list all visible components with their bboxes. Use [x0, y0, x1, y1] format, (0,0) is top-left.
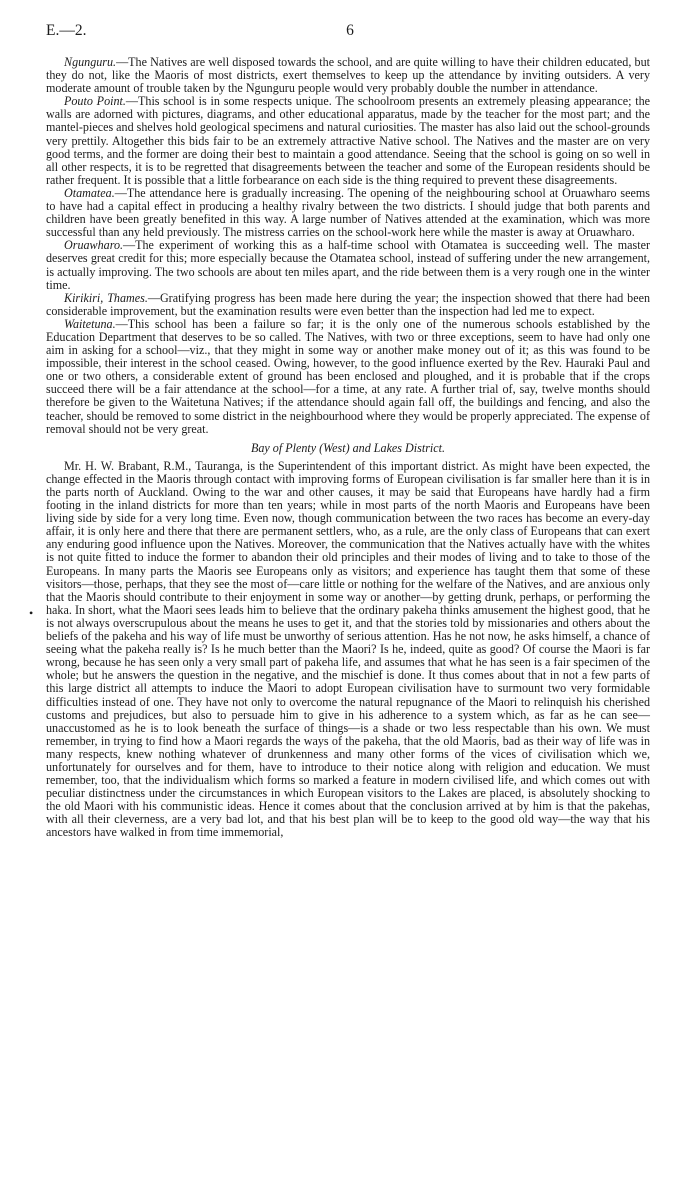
paragraph-text: —This school is in some respects unique. The schoolroom presents an extremely pleasing appearance; the walls are adorned with pictures, diagrams, and other educational apparatus, made by the teacher for the most part; and the mantel-pieces and shelves hold geological specimens and natural curiosities. The master has also laid out the school-grounds very prettily. Altogether this bids fair to be an extremely attractive Native school. The Natives and the master are on very good terms, and the former are doing their best to maintain a good attendance. Seeing that the school is going on so well in all other respects, it is to be regretted that disagreements between the teacher and some of the European residents should be rather frequent. It is possible that a little forbearance on each side is the thing required to prevent these disagreements.	[46, 94, 650, 187]
paragraph-waitetuna	[46, 318, 650, 436]
paragraph-otamatea	[46, 187, 650, 239]
running-header	[46, 22, 654, 42]
paragraph-lead: Otamatea.	[64, 185, 115, 200]
paragraph-ngunguru	[46, 56, 650, 95]
paragraph-lead: Waitetuna.	[64, 316, 116, 331]
paragraph-lead: Kirikiri, Thames.	[64, 290, 148, 305]
paragraph-lead: Pouto Point.	[64, 94, 126, 109]
section-heading: Bay of Plenty (West) and Lakes District.	[250, 440, 446, 455]
body-text	[46, 56, 650, 840]
report-reference: E.—2.	[46, 22, 87, 39]
paragraph-oruawharo	[46, 239, 650, 291]
paragraph-lead: Ngunguru.	[64, 55, 117, 69]
paragraph-text: —The experiment of working this as a half-time school with Otamatea is succeeding well. The master deserves great credit for this; more especially because the Otamatea school, instead of suffering under the new arrangement, is actually improving. The two schools are about ten miles apart, and the ride between them is a very rough one in the winter time.	[46, 238, 650, 292]
paragraph-text: —This school has been a failure so far; it is the only one of the numerous schools established by the Education Department that deserves to be so called. The Natives, with two or three exceptions, seem to have had only one aim in asking for a school—viz., that they might in some way or another make money out of it; as this was found to be impossible, their interest in the school ceased. Owing, however, to the good influence exerted by the Rev. Hauraki Paul and one or two others, a considerable extent of ground has been enclosed and ploughed, and it is probable that if the crops succeed there will be a fair attendance at the school—for a time, at any rate. A further trial of, say, twelve months should therefore be given to the Waitetuna Natives; if the attendance should again fall off, the buildings and fencing, and also the teacher, should be removed to some district in the neighbourhood where they would be properly appreciated. The expense of removal should not be very great.	[46, 316, 650, 436]
paragraph-text: —The Natives are well disposed towards the school, and are quite willing to have their children educated, but they do not, like the Maoris of most districts, exert themselves to keep up the attendance by inviting outsiders. A very moderate amount of trouble taken by the Ngunguru people would very probably double the number in attendance.	[46, 55, 650, 96]
paragraph-pouto-point	[46, 95, 650, 187]
paragraph-text: —The attendance here is gradually increasing. The opening of the neighbouring school at Oruawharo seems to have had a capital effect in producing a healthy rivalry between the two districts. I should judge that both parents and children have been greatly benefited in this way. A large number of Natives attended at the examination, which was more successful than any held previously. The mistress carries on the school-work here while the master is away at Oruawharo.	[46, 185, 650, 240]
paragraph-bay-of-plenty: Mr. H. W. Brabant, R.M., Tauranga, is the Superintendent of this important district. As might have been expected, the change effected in the Maoris through contact with improving forms of European civilisation is far smaller here than it is in the parts north of Auckland. Owing to the war and other causes, it may be said that Europeans have hardly had a firm footing in the inland districts for more than ten years; while in most parts of the north Maoris and Europeans have been living side by side for a very long time. Even now, though communication between the two races has become an every-day affair, it is only here and there that there are permanent settlers, who, as a rule, are the only class of Europeans that can exert any enduring good influence upon the Natives. Moreover, the communication that the Natives actually have with the whites is not quite fitted to induce the former to abandon their old principles and their modes of living and to take to those of the Europeans. In many parts the Maoris see Europeans only as visitors; and experience has taught them that some of these visitors—those, perhaps, that they see the most of—care little or nothing for the welfare of the Natives, and are anxious only that the Maoris should contribute to their enjoyment in some way or another—by getting drunk, perhaps, or performing the haka. In short, what the Maori sees leads him to believe that the ordinary pakeha thinks amusement the highest good, that he is not always overscrupulous about the means he uses to get it, and that the stories told by missionaries and others about the beliefs of the pakeha and his way of life must be unworthy of serious attention. Has he not now, he asks himself, a chance of seeing what the pakeha really is? Is he much better than the Maori? Is he, indeed, quite as good? Of course the Maori is far wrong, because he has seen only a very small part of pakeha life, and assumes that what he has seen is a fair specimen of the whole; but he answers the question in the negative, and the mischief is done. It thus comes about that in not a few parts of this large district all attempts to induce the Maori to adopt European civilisation have to surmount two very formidable difficulties instead of one. They have not only to overcome the natural repugnance of the Maori to relinquish his cherished customs and prejudices, but also to persuade him to give in his adherence to a system which, as far as he can see—unaccustomed as he is to look beneath the surface of things—is a shade or two less respectable than his own. We must remember, in trying to find how a Maori regards the ways of the pakeha, that the old Maoris, bad as their way of life was in many respects, knew nothing whatever of drunkenness and many other forms of the vices of civilisation which we, unfortunately for ourselves and for them, have to introduce to their notice along with religion and education. We must remember, too, that the individualism which forms so marked a feature in modern civilised life, and which comes out with peculiar distinctness under the circumstances in which European visitors to the Lakes are placed, is absolutely shocking to the old Maori with his communistic ideas. Hence it comes about that the conclusion arrived at by him is that the pakehas, with all their cleverness, are a very bad lot, and that his best plan will be to keep to the good old way—the way that his ancestors have walked in from time immemorial,	[46, 458, 650, 840]
paragraph-text: —Gratifying progress has been made here during the year; the inspection showed that there had been considerable improvement, but the examination results were even better than the inspection had led me to expect.	[46, 290, 650, 318]
margin-mark: •	[29, 606, 34, 620]
paragraph-lead: Oruawharo.	[64, 238, 124, 253]
paragraph-kirikiri	[46, 292, 650, 318]
page-number: 6	[346, 22, 354, 39]
